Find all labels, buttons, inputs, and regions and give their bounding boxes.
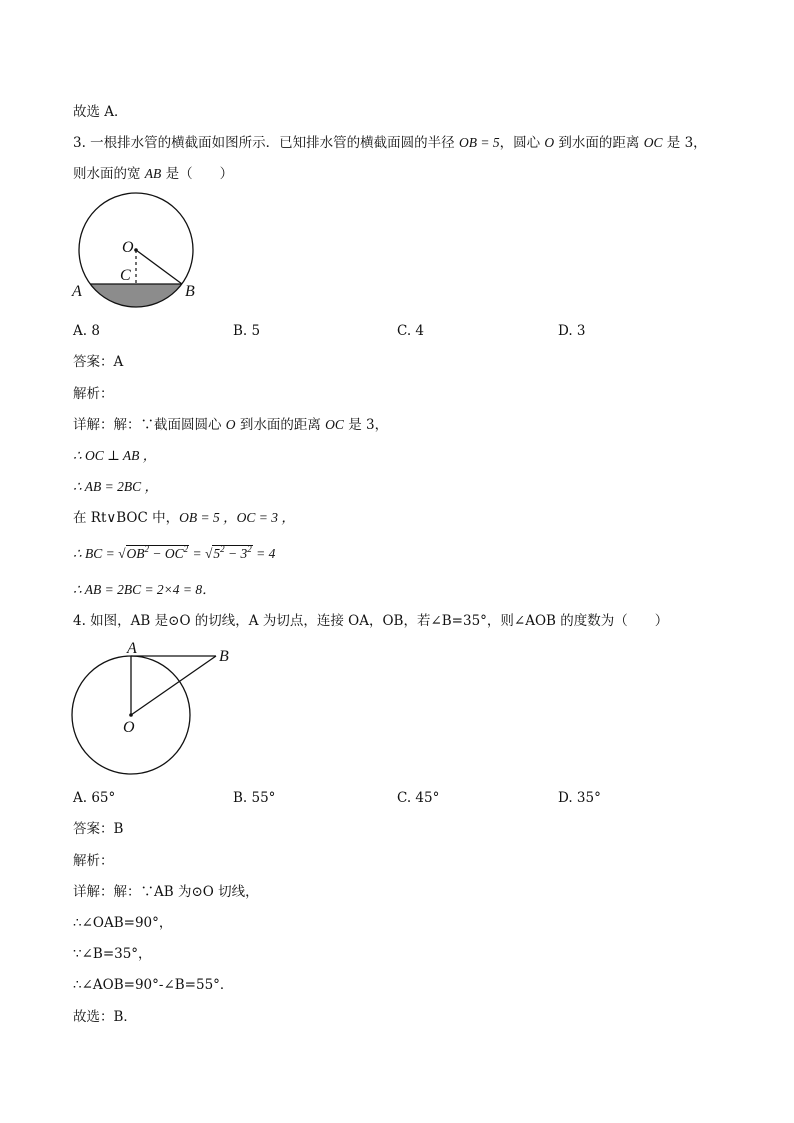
q3-step4-lead: ∴ BC = <box>73 546 119 561</box>
q3-analysis-title: 解析： <box>73 386 114 402</box>
label-b: B <box>185 283 195 300</box>
q3-step4-end: = 4 <box>252 546 276 561</box>
q4-conclusion: 故选：B． <box>73 1009 137 1025</box>
label-o: O <box>123 719 135 736</box>
q3-step3-text: 在 Rt∨BOC 中， <box>73 510 180 526</box>
q3-option-b: B. 5 <box>233 323 261 339</box>
q4-option-a: A. 65° <box>73 790 116 806</box>
q3-stem-text: 是（ ） <box>161 166 234 182</box>
q3-exponent: 2 <box>247 544 252 554</box>
q3-stem-line1 <box>73 133 707 153</box>
q3-step3-values: OB = 5 ，OC = 3 ， <box>179 510 295 525</box>
q3-figure <box>60 192 210 304</box>
q3-detail-text: 是 3， <box>343 417 389 433</box>
label-o: O <box>122 239 134 256</box>
q3-step-3 <box>73 508 295 528</box>
q4-step-2: ∵∠B=35°， <box>73 946 152 962</box>
q3-option-d: D. 3 <box>558 323 586 339</box>
q3-detail-o: O <box>225 417 236 432</box>
q4-option-c: C. 45° <box>397 790 440 806</box>
q3-radical-term: − OC <box>149 546 184 561</box>
q3-center-o: O <box>544 135 555 150</box>
water-segment <box>90 284 182 307</box>
q4-step-3: ∴∠AOB=90°-∠B=55°． <box>73 977 234 993</box>
q3-answer: 答案：A <box>73 354 124 370</box>
q3-exponent: 2 <box>144 544 149 554</box>
q3-ob-expr: OB = 5 <box>458 135 500 150</box>
q3-stem-text: ，圆心 <box>499 135 545 151</box>
center-point <box>129 713 133 717</box>
q3-ab: AB <box>144 166 162 181</box>
q3-detail-oc: OC <box>325 417 344 432</box>
segment-ob <box>131 656 216 715</box>
q3-radical-term: 5 <box>213 546 221 561</box>
q3-radical-2 <box>212 545 252 561</box>
q3-option-c: C. 4 <box>397 323 425 339</box>
q3-stem-text: 到水面的距离 <box>554 135 644 151</box>
q3-option-a: A. 8 <box>73 323 100 339</box>
q3-exponent: 2 <box>183 544 189 554</box>
label-b: B <box>219 648 229 665</box>
label-a: A <box>72 283 82 300</box>
q3-stem-text: 3. 一根排水管的横截面如图所示．已知排水管的横截面圆的半径 <box>73 135 459 151</box>
q4-option-b: B. 55° <box>233 790 276 806</box>
q4-stem: 4. 如图，AB 是⊙O 的切线，A 为切点，连接 OA，OB，若∠B=35°，则∠AOB 的度数为（ ） <box>73 613 669 629</box>
q3-exponent: 2 <box>220 544 225 554</box>
q3-stem-text: 则水面的宽 <box>73 166 145 182</box>
q3-radical-term: OB <box>126 546 145 561</box>
q3-detail-text: 到水面的距离 <box>235 417 326 433</box>
q3-stem-text: 是 3， <box>662 135 707 151</box>
previous-conclusion: 故选 A． <box>73 104 128 120</box>
q4-option-d: D. 35° <box>558 790 601 806</box>
q3-step-2: ∴ AB = 2BC ， <box>73 479 158 494</box>
q4-detail: 详解：解：∵AB 为⊙O 切线， <box>73 884 259 900</box>
q4-figure <box>60 640 240 780</box>
q3-radical-term: − 3 <box>224 546 248 561</box>
q4-analysis-title: 解析： <box>73 853 114 869</box>
q3-step-5: ∴ AB = 2BC = 2×4 = 8． <box>73 582 216 597</box>
q3-step-1: ∴ OC ⊥ AB ， <box>73 448 157 463</box>
label-c: C <box>120 267 131 284</box>
label-a: A <box>127 640 137 657</box>
q4-step-1: ∴∠OAB=90°， <box>73 915 173 931</box>
q3-step4-eq: = <box>189 546 205 561</box>
segment-ob <box>136 250 182 284</box>
q3-oc: OC <box>643 135 663 150</box>
q4-answer: 答案：B <box>73 821 124 837</box>
q3-stem-line2 <box>73 164 233 184</box>
q3-detail-text: 详解：解：∵截面圆圆心 <box>73 417 226 433</box>
q3-detail <box>73 415 388 435</box>
center-point <box>134 248 138 252</box>
q3-step-4: ∴ BC = $√OB^2 - OC^2 = √5^2 - 3^2 = 4$ <box>73 544 276 561</box>
q3-radical-1 <box>126 545 190 561</box>
